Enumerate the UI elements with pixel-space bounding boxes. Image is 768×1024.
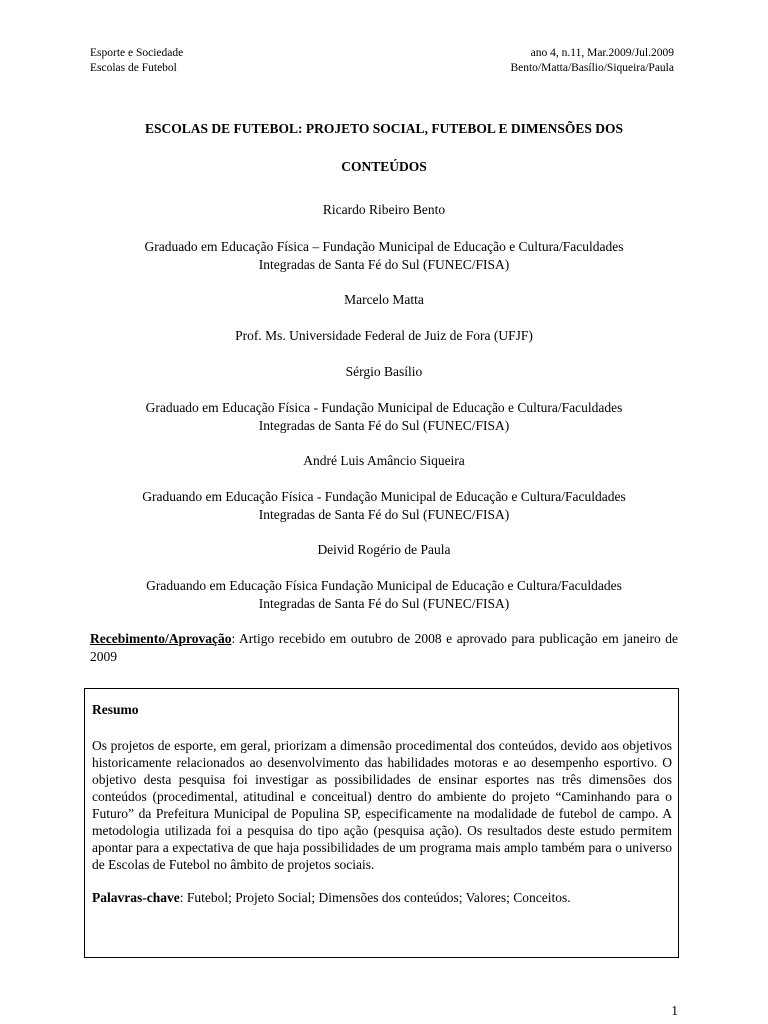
author-name: Marcelo Matta xyxy=(344,292,424,307)
author-affiliation xyxy=(90,327,678,345)
author-name: Deivid Rogério de Paula xyxy=(317,542,451,557)
page-number: 1 xyxy=(671,1003,678,1018)
affiliation-line: Integradas de Santa Fé do Sul (FUNEC/FISA) xyxy=(258,418,510,433)
paper-title xyxy=(90,110,678,186)
affiliation-line: Graduando em Educação Física Fundação Municipal de Educação e Cultura/Faculdades xyxy=(146,578,622,593)
author-affiliation xyxy=(90,399,678,435)
keywords-label: Palavras-chave xyxy=(92,890,180,905)
affiliation-line: Integradas de Santa Fé do Sul (FUNEC/FISA) xyxy=(258,257,510,272)
issue-info: ano 4, n.11, Mar.2009/Jul.2009 xyxy=(530,47,674,59)
author-affiliation xyxy=(90,577,678,613)
affiliation-line: Integradas de Santa Fé do Sul (FUNEC/FISA) xyxy=(258,507,510,522)
affiliation-line: Integradas de Santa Fé do Sul (FUNEC/FISA) xyxy=(258,596,510,611)
author-affiliation xyxy=(90,238,678,274)
affiliation-line: Graduado em Educação Física - Fundação Municipal de Educação e Cultura/Faculdades xyxy=(145,400,623,415)
affiliation-line: Graduando em Educação Física - Fundação Municipal de Educação e Cultura/Faculdades xyxy=(142,489,626,504)
running-header-right xyxy=(510,46,674,76)
keywords xyxy=(92,889,672,907)
keywords-text: : Futebol; Projeto Social; Dimensões dos conteúdos; Valores; Conceitos. xyxy=(179,890,571,905)
title-line-1: ESCOLAS DE FUTEBOL: PROJETO SOCIAL, FUTEBOL E DIMENSÕES DOS xyxy=(145,121,623,136)
author-affiliation xyxy=(90,488,678,524)
receipt-approval-note xyxy=(90,630,678,666)
abstract-box xyxy=(84,688,679,958)
title-line-2: CONTEÚDOS xyxy=(341,159,427,174)
author-name: André Luis Amâncio Siqueira xyxy=(303,453,465,468)
running-header-left xyxy=(90,46,183,76)
author-name: Sérgio Basílio xyxy=(345,364,423,379)
author-name: Ricardo Ribeiro Bento xyxy=(322,202,446,217)
section-name: Escolas de Futebol xyxy=(90,62,177,74)
affiliation-line: Graduado em Educação Física – Fundação Municipal de Educação e Cultura/Faculdades xyxy=(144,239,624,254)
journal-name: Esporte e Sociedade xyxy=(90,47,184,59)
receipt-text: : Artigo recebido em outubro de 2008 e aprovado para publicação em janeiro de 2009 xyxy=(90,631,678,664)
author-short-list: Bento/Matta/Basílio/Siqueira/Paula xyxy=(510,62,674,74)
abstract-body: Os projetos de esporte, em geral, priorizam a dimensão procedimental dos conteúdos, devido aos objetivos historicamente relacionados ao desenvolvimento das habilidades motoras e ao desempenho esportivo. O objetivo desta pesquisa foi investigar as possibilidades de ensinar esportes nas três dimensões dos conteúdos (procedimental, atitudinal e conceitual) dentro do ambiente do projeto “Caminhando para o Futuro” da Prefeitura Municipal de Populina SP, especificamente na modalidade de futebol de campo. A metodologia utilizada foi a pesquisa do tipo ação (pesquisa ação). Os resultados deste estudo permitem apontar para a expectativa de que haja possibilidades de um programa mais amplo também para o universo de Escolas de Futebol no âmbito de projetos sociais. xyxy=(92,738,672,872)
receipt-label: Recebimento/Aprovação xyxy=(90,631,232,646)
abstract-heading: Resumo xyxy=(92,702,139,717)
affiliation-line: Prof. Ms. Universidade Federal de Juiz de Fora (UFJF) xyxy=(235,328,533,343)
